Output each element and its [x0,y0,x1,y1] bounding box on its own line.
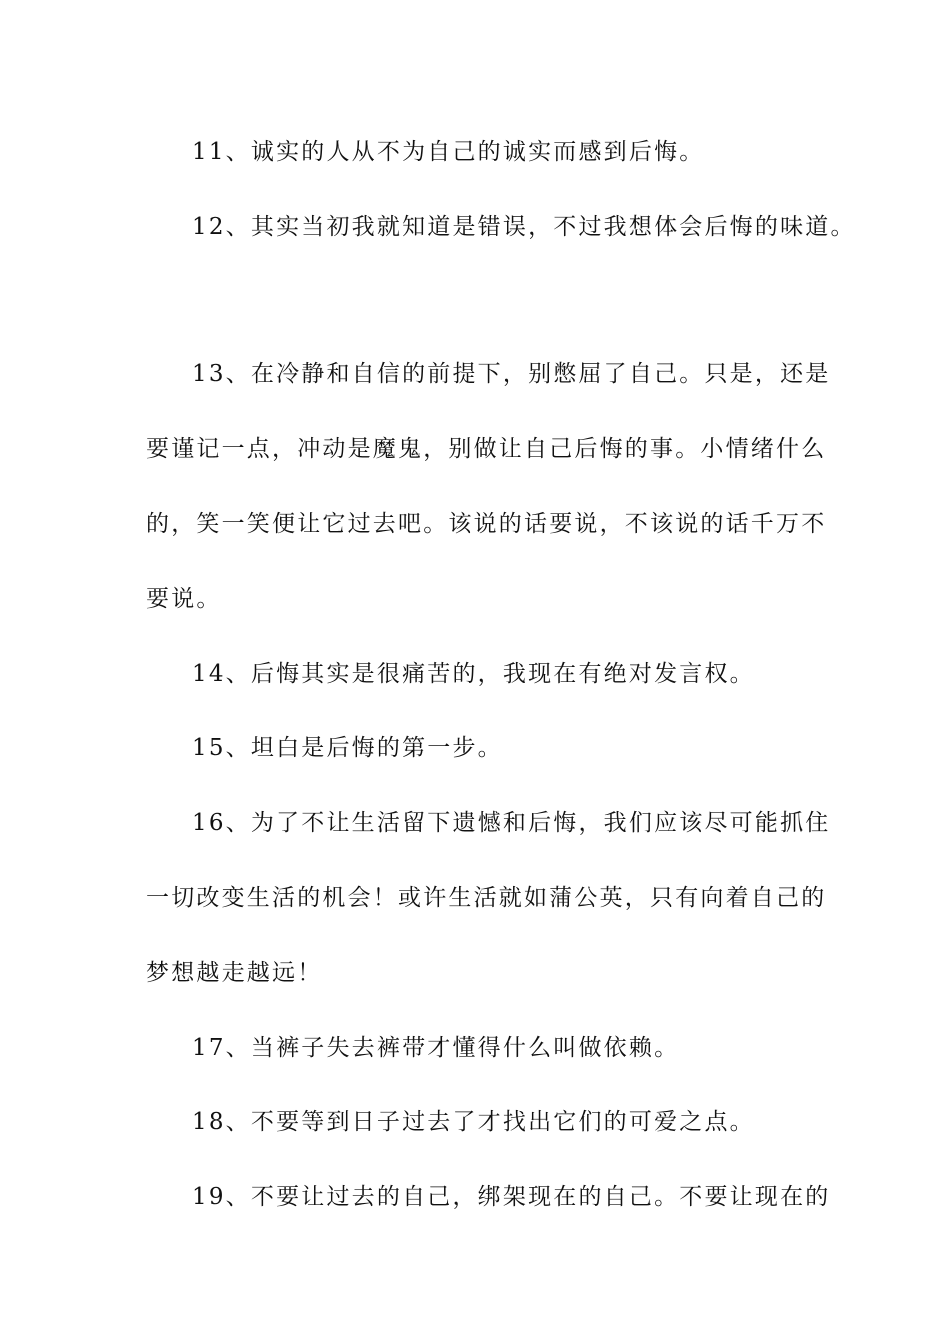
paragraph-13-line-2: 要谨记一点，冲动是魔鬼，别做让自己后悔的事。小情绪什么 [146,436,827,462]
paragraph-15: 15、坦白是后悔的第一步。 [192,735,503,761]
paragraph-19-line-1: 19、不要让过去的自己，绑架现在的自己。不要让现在的 [192,1184,831,1210]
paragraph-12: 12、其实当初我就知道是错误，不过我想体会后悔的味道。 [192,214,856,240]
paragraph-18: 18、不要等到日子过去了才找出它们的可爱之点。 [192,1109,755,1135]
paragraph-16-line-1: 16、为了不让生活留下遗憾和后悔，我们应该尽可能抓住 [192,810,831,836]
paragraph-11: 11、诚实的人从不为自己的诚实而感到后悔。 [192,139,705,165]
paragraph-17: 17、当裤子失去裤带才懂得什么叫做依赖。 [192,1035,680,1061]
paragraph-13-line-4: 要说。 [146,586,222,612]
paragraph-14: 14、后悔其实是很痛苦的，我现在有绝对发言权。 [192,661,755,687]
paragraph-13-line-1: 13、在冷静和自信的前提下，别憋屈了自己。只是，还是 [192,361,831,387]
paragraph-13-line-3: 的，笑一笑便让它过去吧。该说的话要说，不该说的话千万不 [146,511,827,537]
paragraph-16-line-2: 一切改变生活的机会！或许生活就如蒲公英，只有向着自己的 [146,885,827,911]
paragraph-16-line-3: 梦想越走越远！ [146,960,323,986]
